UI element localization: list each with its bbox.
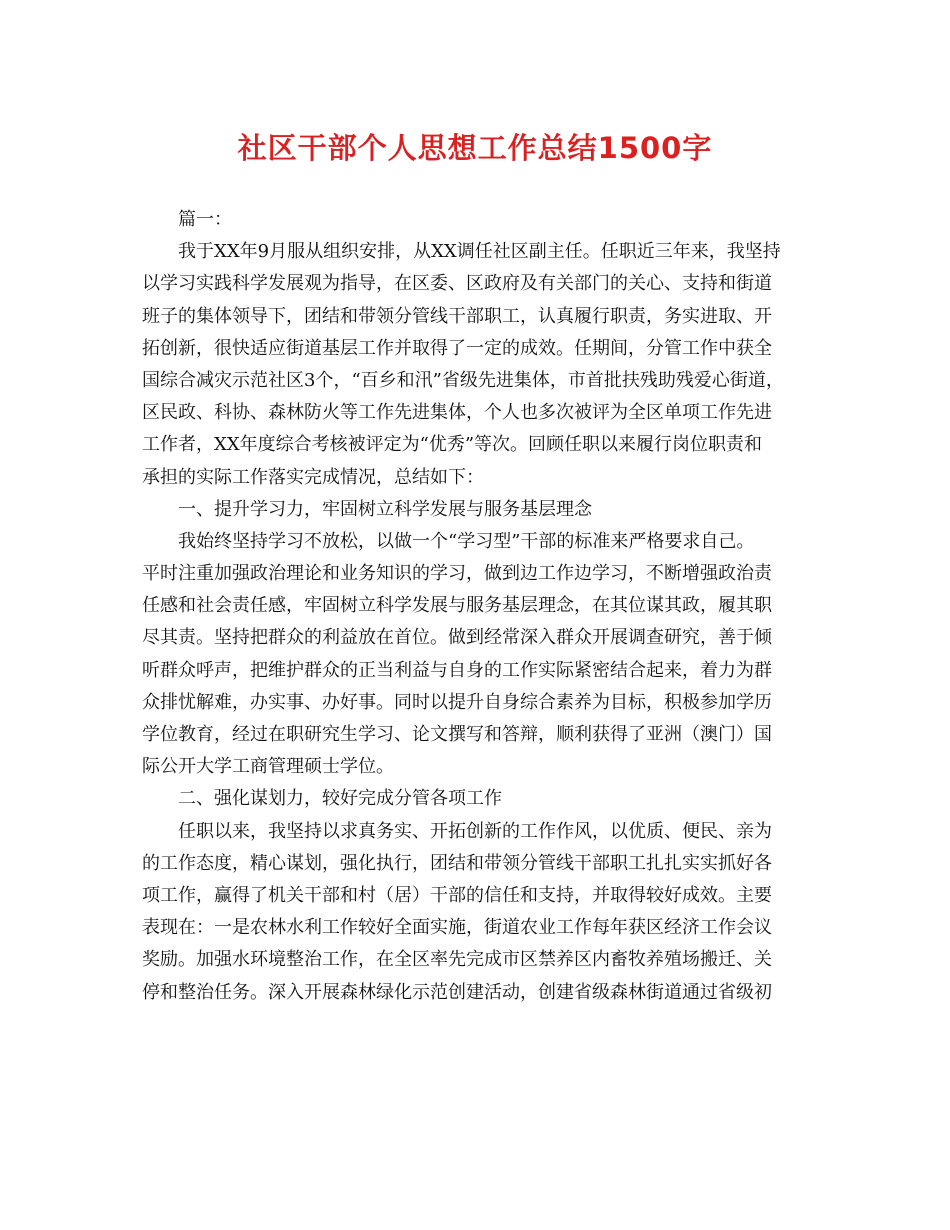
document-title: 社区干部个人思想工作总结1500字 [237, 131, 713, 165]
section-heading: 一、提升学习力，牢固树立科学发展与服务基层理念 [178, 498, 592, 520]
paragraph-line: 众排忧解难，办实事、办好事。同时以提升自身综合素养为目标，积极参加学历 [142, 691, 772, 713]
paragraph-line: 区民政、科协、森林防火等工作先进集体，个人也多次被评为全区单项工作先进 [142, 402, 772, 424]
paragraph-line: 的工作态度，精心谋划，强化执行，团结和带领分管线干部职工扎扎实实抓好各 [142, 852, 772, 874]
paragraph-line: 项工作，赢得了机关干部和村（居）干部的信任和支持，并取得较好成效。主要 [142, 884, 772, 906]
section-heading: 二、强化谋划力，较好完成分管各项工作 [178, 788, 502, 810]
paragraph-line: 表现在：一是农林水利工作较好全面实施，街道农业工作每年获区经济工作会议 [142, 917, 772, 939]
paragraph-line: 任感和社会责任感，牢固树立科学发展与服务基层理念，在其位谋其政，履其职 [142, 595, 772, 617]
section-label: 篇一： [178, 209, 232, 230]
paragraph-line: 尽其责。坚持把群众的利益放在首位。做到经常深入群众开展调查研究，善于倾 [142, 627, 772, 649]
paragraph-line: 停和整治任务。深入开展森林绿化示范创建活动，创建省级森林街道通过省级初 [142, 981, 772, 1003]
document-body [142, 204, 822, 1009]
paragraph-line: 奖励。加强水环境整治工作，在全区率先完成市区禁养区内畜牧养殖场搬迁、关 [142, 949, 772, 971]
paragraph-line: 国综合减灾示范社区3个，“百乡和汛”省级先进集体，市首批扶残助残爱心街道， [142, 369, 784, 391]
paragraph-line: 任职以来，我坚持以求真务实、开拓创新的工作作风，以优质、便民、亲为 [178, 820, 772, 842]
paragraph-line: 学位教育，经过在职研究生学习、论文撰写和答辩，顺利获得了亚洲（澳门）国 [142, 724, 772, 745]
paragraph-line: 班子的集体领导下，团结和带领分管线干部职工，认真履行职责，务实进取、开 [142, 305, 772, 327]
paragraph-line: 我于XX年9月服从组织安排，从XX调任社区副主任。任职近三年来，我坚持 [178, 241, 781, 263]
paragraph-line: 听群众呼声，把维护群众的正当利益与自身的工作实际紧密结合起来，着力为群 [142, 659, 772, 681]
paragraph-line: 我始终坚持学习不放松，以做一个“学习型”干部的标准来严格要求自己。 [178, 530, 755, 552]
paragraph-line: 拓创新，很快适应街道基层工作并取得了一定的成效。任期间，分管工作中获全 [142, 337, 772, 359]
paragraph-line: 际公开大学工商管理硕士学位。 [142, 756, 394, 778]
paragraph-line: 工作者，XX年度综合考核被评定为“优秀”等次。回顾任职以来履行岗位职责和 [142, 434, 763, 456]
paragraph-line: 平时注重加强政治理论和业务知识的学习，做到边工作边学习，不断增强政治责 [142, 563, 772, 585]
paragraph-line: 以学习实践科学发展观为指导，在区委、区政府及有关部门的关心、支持和街道 [142, 273, 772, 295]
paragraph-line: 承担的实际工作落实完成情况，总结如下： [142, 466, 484, 488]
